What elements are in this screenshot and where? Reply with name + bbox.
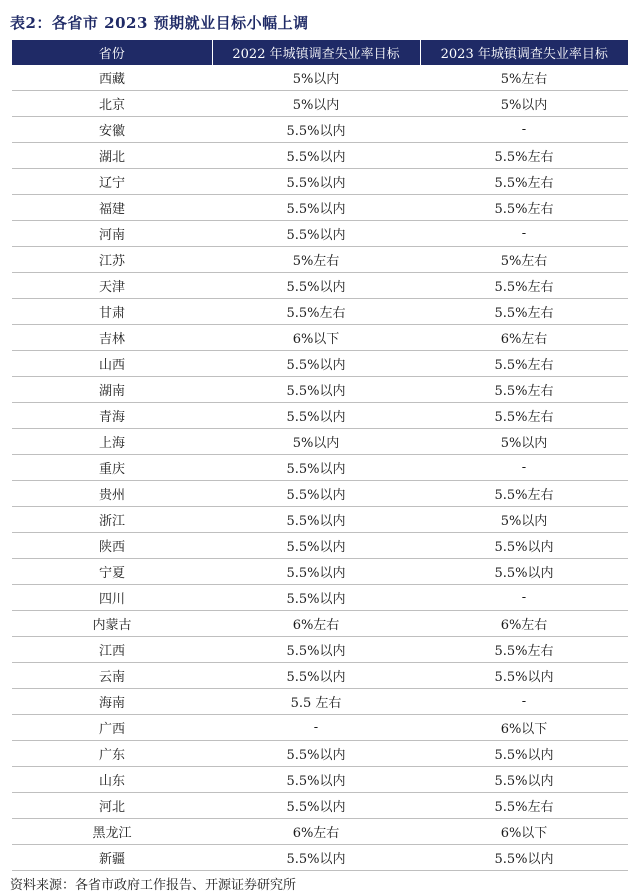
table-row xyxy=(12,117,628,143)
cell-province: 西藏 xyxy=(12,65,212,91)
cell-2022-target: 5%左右 xyxy=(212,247,420,273)
cell-2023-target: 5.5%左右 xyxy=(420,481,628,507)
table-row xyxy=(12,143,628,169)
cell-2023-target: 5.5%左右 xyxy=(420,351,628,377)
cell-province: 河南 xyxy=(12,221,212,247)
cell-province: 海南 xyxy=(12,689,212,715)
cell-2023-target: 5.5%以内 xyxy=(420,533,628,559)
table-row xyxy=(12,65,628,91)
cell-2022-target: 5.5%以内 xyxy=(212,585,420,611)
cell-2023-target: 5.5%左右 xyxy=(420,195,628,221)
cell-province: 山西 xyxy=(12,351,212,377)
table-row xyxy=(12,481,628,507)
cell-2023-target: - xyxy=(420,455,628,481)
cell-2022-target: 5%以内 xyxy=(212,429,420,455)
table-row xyxy=(12,325,628,351)
source-note: 资料来源：各省市政府工作报告、开源证券研究所 xyxy=(10,878,297,893)
table-row xyxy=(12,377,628,403)
cell-2023-target: 5%以内 xyxy=(420,429,628,455)
cell-2022-target: 5.5%以内 xyxy=(212,663,420,689)
cell-2022-target: 5.5%以内 xyxy=(212,351,420,377)
cell-2023-target: - xyxy=(420,689,628,715)
cell-2023-target: 5%以内 xyxy=(420,91,628,117)
table-row xyxy=(12,819,628,845)
cell-2023-target: 5.5%以内 xyxy=(420,663,628,689)
cell-2022-target: 5.5%以内 xyxy=(212,507,420,533)
table-row xyxy=(12,559,628,585)
table-row xyxy=(12,247,628,273)
cell-province: 安徽 xyxy=(12,117,212,143)
header-row xyxy=(12,40,628,65)
table-row xyxy=(12,663,628,689)
cell-2022-target: 5.5%以内 xyxy=(212,377,420,403)
cell-2022-target: 5.5%以内 xyxy=(212,845,420,871)
cell-2023-target: 6%以下 xyxy=(420,715,628,741)
cell-2022-target: - xyxy=(212,715,420,741)
table-row xyxy=(12,195,628,221)
cell-2023-target: 5%左右 xyxy=(420,247,628,273)
cell-2022-target: 5.5%以内 xyxy=(212,169,420,195)
cell-2022-target: 5.5%以内 xyxy=(212,559,420,585)
cell-province: 浙江 xyxy=(12,507,212,533)
cell-2022-target: 6%以下 xyxy=(212,325,420,351)
cell-province: 贵州 xyxy=(12,481,212,507)
table-row xyxy=(12,273,628,299)
table-row xyxy=(12,429,628,455)
cell-province: 云南 xyxy=(12,663,212,689)
cell-2022-target: 5.5%以内 xyxy=(212,117,420,143)
cell-2023-target: 5.5%以内 xyxy=(420,741,628,767)
cell-2023-target: 5.5%左右 xyxy=(420,377,628,403)
cell-province: 甘肃 xyxy=(12,299,212,325)
cell-2022-target: 6%左右 xyxy=(212,819,420,845)
table-row xyxy=(12,741,628,767)
cell-province: 黑龙江 xyxy=(12,819,212,845)
cell-2023-target: 5.5%以内 xyxy=(420,767,628,793)
cell-2022-target: 5.5%以内 xyxy=(212,767,420,793)
cell-2022-target: 5.5%以内 xyxy=(212,143,420,169)
cell-2023-target: - xyxy=(420,221,628,247)
cell-2022-target: 5.5%以内 xyxy=(212,741,420,767)
cell-2022-target: 5.5%以内 xyxy=(212,533,420,559)
cell-2023-target: 5.5%以内 xyxy=(420,559,628,585)
cell-province: 新疆 xyxy=(12,845,212,871)
cell-2023-target: - xyxy=(420,585,628,611)
table-row xyxy=(12,91,628,117)
cell-province: 山东 xyxy=(12,767,212,793)
cell-2022-target: 5.5%以内 xyxy=(212,195,420,221)
table-row xyxy=(12,585,628,611)
header-2022-target: 2022 年城镇调查失业率目标 xyxy=(212,40,420,65)
cell-province: 青海 xyxy=(12,403,212,429)
cell-2023-target: 5.5%左右 xyxy=(420,637,628,663)
cell-2023-target: 5.5%左右 xyxy=(420,143,628,169)
table-row xyxy=(12,637,628,663)
cell-2023-target: 5.5%左右 xyxy=(420,169,628,195)
cell-2022-target: 6%左右 xyxy=(212,611,420,637)
cell-province: 北京 xyxy=(12,91,212,117)
table-row xyxy=(12,299,628,325)
cell-province: 湖北 xyxy=(12,143,212,169)
table-row xyxy=(12,689,628,715)
cell-province: 内蒙古 xyxy=(12,611,212,637)
table-row xyxy=(12,845,628,871)
table-row xyxy=(12,715,628,741)
table-row xyxy=(12,611,628,637)
table-row xyxy=(12,793,628,819)
cell-2023-target: 6%左右 xyxy=(420,611,628,637)
cell-2023-target: 5%以内 xyxy=(420,507,628,533)
cell-province: 河北 xyxy=(12,793,212,819)
cell-province: 福建 xyxy=(12,195,212,221)
cell-province: 广东 xyxy=(12,741,212,767)
cell-province: 广西 xyxy=(12,715,212,741)
cell-province: 江西 xyxy=(12,637,212,663)
cell-2022-target: 5.5%以内 xyxy=(212,273,420,299)
cell-2023-target: 5.5%左右 xyxy=(420,273,628,299)
cell-2023-target: 6%左右 xyxy=(420,325,628,351)
unemployment-target-table xyxy=(12,40,628,871)
cell-2023-target: 6%以下 xyxy=(420,819,628,845)
cell-2022-target: 5.5 左右 xyxy=(212,689,420,715)
header-province: 省份 xyxy=(12,40,212,65)
table-body xyxy=(12,65,628,871)
cell-province: 湖南 xyxy=(12,377,212,403)
cell-2022-target: 5.5%左右 xyxy=(212,299,420,325)
table-row xyxy=(12,507,628,533)
table-row xyxy=(12,767,628,793)
table-title: 表2：各省市 2023 预期就业目标小幅上调 xyxy=(10,14,309,32)
cell-2023-target: 5.5%左右 xyxy=(420,403,628,429)
cell-province: 重庆 xyxy=(12,455,212,481)
cell-province: 吉林 xyxy=(12,325,212,351)
cell-2022-target: 5.5%以内 xyxy=(212,455,420,481)
cell-province: 宁夏 xyxy=(12,559,212,585)
cell-province: 四川 xyxy=(12,585,212,611)
table-row xyxy=(12,351,628,377)
cell-2022-target: 5.5%以内 xyxy=(212,637,420,663)
cell-province: 陕西 xyxy=(12,533,212,559)
cell-province: 天津 xyxy=(12,273,212,299)
cell-province: 辽宁 xyxy=(12,169,212,195)
cell-2022-target: 5.5%以内 xyxy=(212,481,420,507)
cell-2023-target: 5.5%左右 xyxy=(420,793,628,819)
table-row xyxy=(12,169,628,195)
table-row xyxy=(12,533,628,559)
cell-2022-target: 5.5%以内 xyxy=(212,793,420,819)
table-row xyxy=(12,455,628,481)
cell-2023-target: - xyxy=(420,117,628,143)
table-header xyxy=(12,40,628,65)
header-2023-target: 2023 年城镇调查失业率目标 xyxy=(420,40,628,65)
cell-2023-target: 5%左右 xyxy=(420,65,628,91)
cell-2022-target: 5%以内 xyxy=(212,91,420,117)
cell-2022-target: 5.5%以内 xyxy=(212,221,420,247)
cell-2022-target: 5.5%以内 xyxy=(212,403,420,429)
cell-2022-target: 5%以内 xyxy=(212,65,420,91)
cell-2023-target: 5.5%以内 xyxy=(420,845,628,871)
table-row xyxy=(12,403,628,429)
table-row xyxy=(12,221,628,247)
cell-2023-target: 5.5%左右 xyxy=(420,299,628,325)
cell-province: 上海 xyxy=(12,429,212,455)
cell-province: 江苏 xyxy=(12,247,212,273)
